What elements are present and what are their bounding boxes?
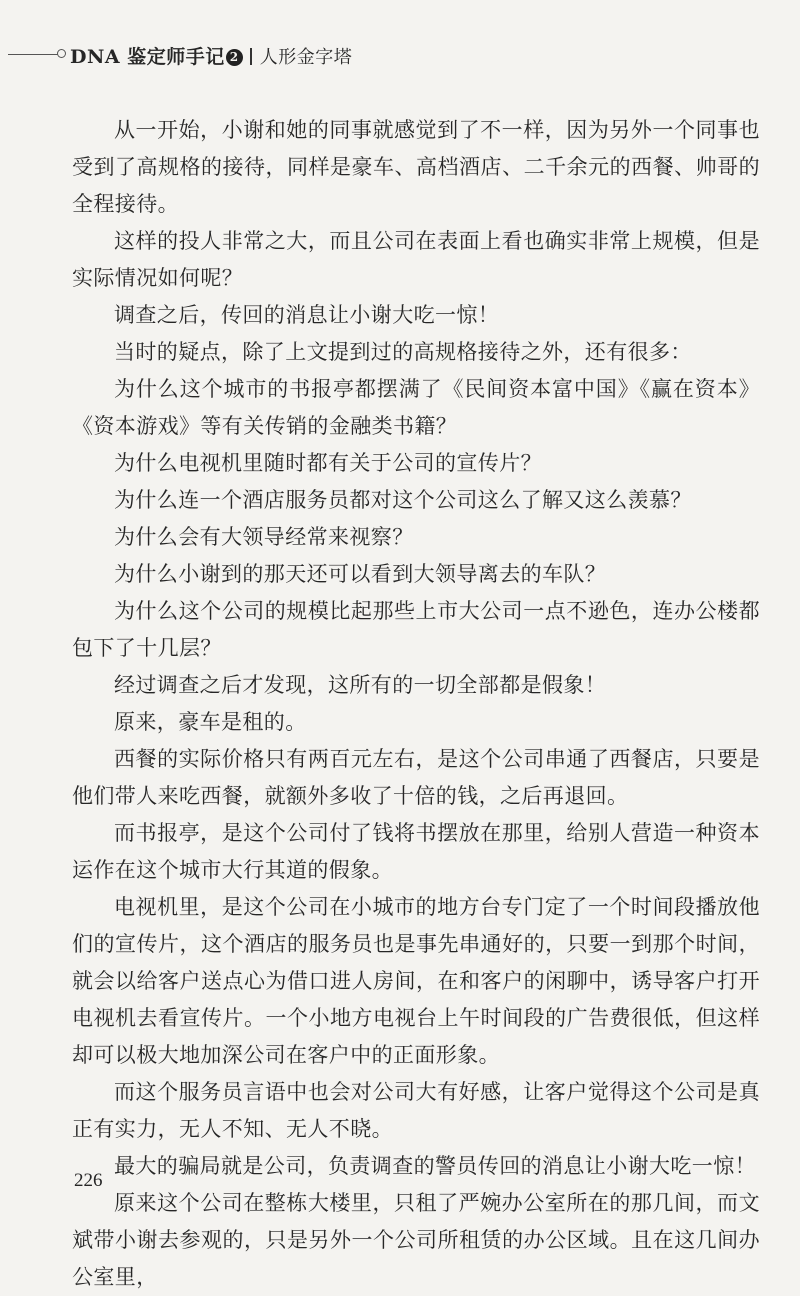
paragraph: 为什么小谢到的那天还可以看到大领导离去的车队？	[114, 562, 607, 586]
book-title: DNA 鉴定师手记	[70, 46, 225, 68]
paragraph: 原来这个公司在整栋大楼里，只租了严婉办公室所在的那几间，而文斌带小谢去参观的，只是另外一个公司所租赁的办公区域。且在这几间办公室里，	[72, 1191, 760, 1289]
volume-badge: 2	[226, 49, 243, 66]
paragraph: 经过调查之后才发现，这所有的一切全部都是假象！	[114, 673, 607, 697]
page-number: 226	[74, 1170, 103, 1191]
paragraph: 为什么这个公司的规模比起那些上市大公司一点不逊色，连办公楼都包下了十几层？	[72, 599, 760, 660]
paragraph: 调查之后，传回的消息让小谢大吃一惊！	[114, 303, 500, 327]
paragraph: 为什么连一个酒店服务员都对这个公司这么了解又这么羡慕？	[114, 488, 692, 512]
paragraph: 而这个服务员言语中也会对公司大有好感，让客户觉得这个公司是真正有实力，无人不知、无人不晓。	[72, 1080, 760, 1141]
body-text	[72, 112, 760, 1296]
paragraph: 原来，豪车是租的。	[114, 710, 307, 734]
header-rule	[8, 54, 58, 55]
running-header	[0, 40, 800, 70]
paragraph: 为什么电视机里随时都有关于公司的宣传片？	[114, 451, 542, 475]
paragraph: 这样的投人非常之大，而且公司在表面上看也确实非常上规模，但是实际情况如何呢？	[72, 229, 760, 290]
header-title	[70, 42, 352, 69]
paragraph: 为什么会有大领导经常来视察？	[114, 525, 414, 549]
paragraph: 电视机里，是这个公司在小城市的地方台专门定了一个时间段播放他们的宣传片，这个酒店的服务员也是事先串通好的，只要一到那个时间，就会以给客户送点心为借口进人房间，在和客户的闲聊中，诱导客户打开电视机去看宣传片。一个小地方电视台上午时间段的广告费很低，但这样却可以极大地加深公司在客户中的正面形象。	[72, 895, 760, 1067]
paragraph: 从一开始，小谢和她的同事就感觉到了不一样，因为另外一个同事也受到了高规格的接待，同样是豪车、高档酒店、二千余元的西餐、帅哥的全程接待。	[72, 118, 760, 216]
paragraph: 为什么这个城市的书报亭都摆满了《民间资本富中国》《赢在资本》《资本游戏》等有关传销的金融类书籍？	[72, 377, 760, 438]
book-subtitle: 人形金字塔	[259, 47, 353, 68]
header-dot-ornament	[57, 49, 66, 58]
paragraph: 最大的骗局就是公司，负责调查的警员传回的消息让小谢大吃一惊！	[114, 1154, 756, 1178]
paragraph: 西餐的实际价格只有两百元左右，是这个公司串通了西餐店，只要是他们带人来吃西餐，就额外多收了十倍的钱，之后再退回。	[72, 747, 760, 808]
paragraph: 当时的疑点，除了上文提到过的高规格接待之外，还有很多：	[114, 340, 692, 364]
header-separator	[250, 48, 252, 65]
paragraph: 而书报亭，是这个公司付了钱将书摆放在那里，给别人营造一种资本运作在这个城市大行其道的假象。	[72, 821, 760, 882]
